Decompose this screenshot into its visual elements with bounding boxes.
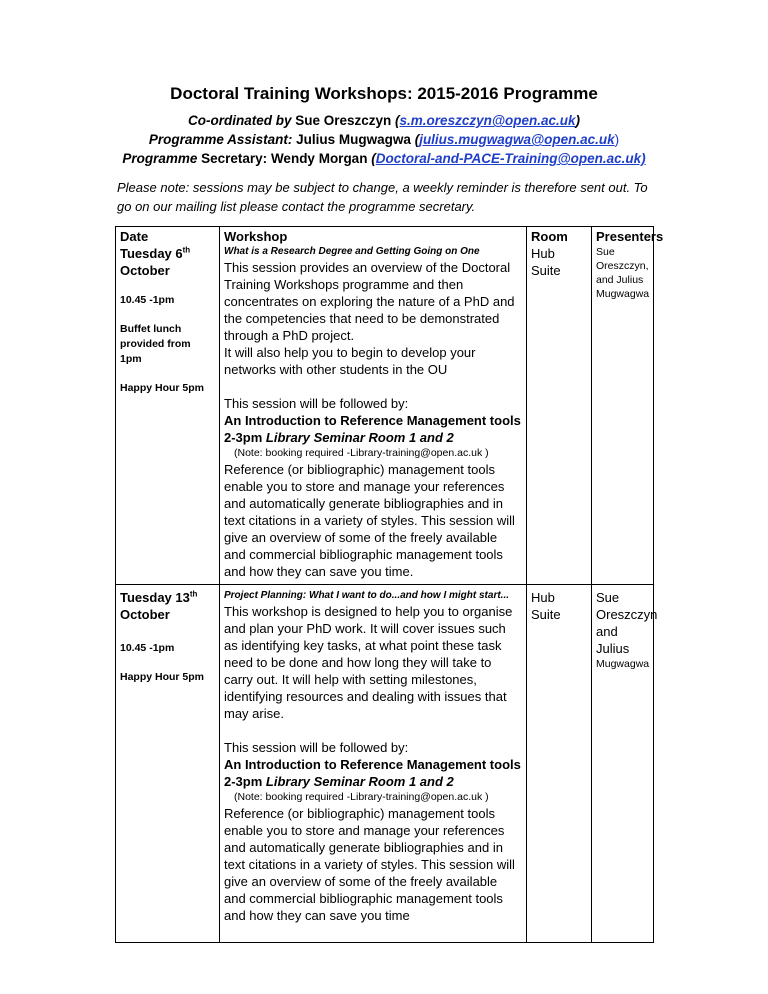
coordinator-line: Co-ordinated by Sue Oreszczyn (s.m.oreszczyn@open.ac.uk) — [187, 113, 581, 128]
follow-title: An Introduction to Reference Management tools — [224, 757, 521, 772]
header-date: Date — [116, 227, 220, 245]
workshop-title: What is a Research Degree and Getting Going on One — [224, 246, 480, 257]
session-time: 10.45 -1pm — [120, 294, 175, 306]
coordinator-email-link[interactable]: s.m.oreszczyn@open.ac.uk — [399, 113, 576, 128]
workshop-description: This workshop is designed to help you to organise and plan your PhD work. It will cover issues such as identifying key tasks, at what point these task need to be done and how long they will take to carry out. It will help with setting milestones, identifying resources and dealing with issues that may arise. — [224, 604, 513, 721]
document-title: Doctoral Training Workshops: 2015-2016 Programme — [170, 84, 598, 103]
room-cell — [527, 585, 592, 943]
session-happy-hour: Happy Hour 5pm — [120, 671, 205, 683]
secretary-email-link[interactable]: Doctoral-and-PACE-Training@open.ac.uk) — [375, 151, 646, 166]
assistant-line: Programme Assistant: Julius Mugwagwa (julius.mugwagwa@open.ac.uk) — [148, 132, 620, 147]
workshop-cell — [220, 244, 527, 585]
follow-time-place: 2-3pm Library Seminar Room 1 and 2 — [224, 774, 454, 789]
table-row — [116, 585, 654, 943]
follow-time-place: 2-3pm Library Seminar Room 1 and 2 — [224, 430, 454, 445]
workshop-title: Project Planning: What I want to do...and how I might start... — [224, 590, 509, 601]
workshop-description-extra: It will also help you to begin to develop your networks with other students in the OU — [224, 345, 476, 377]
follow-description: Reference (or bibliographic) management tools enable you to store and manage your references and automatically generate bibliographies and in text citations in a variety of styles. This session will give an overview of some of the freely available and commercial bibliographic management tools and how they can save you time. — [224, 462, 515, 579]
room-cell — [527, 244, 592, 585]
session-extra: Buffet lunch provided from 1pm — [120, 323, 191, 365]
session-date: Tuesday 13th October — [120, 589, 198, 622]
follow-title: An Introduction to Reference Management tools — [224, 413, 521, 428]
presenters-cell — [592, 244, 654, 585]
header-presenters: Presenters — [592, 227, 654, 245]
follow-intro: This session will be followed by: — [224, 740, 409, 755]
presenters-cell — [592, 585, 658, 943]
presenters-names-cont: Mugwagwa — [596, 658, 650, 670]
programme-table — [115, 226, 664, 943]
session-happy-hour: Happy Hour 5pm — [120, 382, 205, 394]
follow-intro: This session will be followed by: — [224, 396, 409, 411]
session-time: 10.45 -1pm — [120, 642, 175, 654]
room-name: Hub Suite — [531, 246, 561, 278]
date-cell — [116, 244, 220, 585]
follow-booking-note: (Note: booking required -Library-training@open.ac.uk ) — [234, 447, 489, 459]
date-cell — [116, 585, 220, 943]
follow-description: Reference (or bibliographic) management tools enable you to store and manage your references and automatically generate bibliographies and in text citations in a variety of styles. This session will give an overview of some of the freely available and commercial bibliographic management tools and how they can save you time — [224, 806, 515, 923]
header-room: Room — [527, 227, 592, 245]
session-date: Tuesday 6th October — [120, 245, 191, 278]
secretary-line: Programme Secretary: Wendy Morgan (Doctoral-and-PACE-Training@open.ac.uk) — [122, 151, 646, 166]
follow-booking-note: (Note: booking required -Library-training@open.ac.uk ) — [234, 791, 489, 803]
workshop-description: This session provides an overview of the Doctoral Training Workshops programme and then concentrates on exploring the nature of a PhD and the competencies that need to be demonstrated through a PhD project. — [224, 260, 515, 343]
presenters-names: Sue Oreszczyn, and Julius Mugwagwa — [596, 246, 650, 300]
table-header-row — [116, 227, 654, 245]
assistant-email-link[interactable]: julius.mugwagwa@open.ac.uk — [419, 132, 615, 147]
programme-note: Please note: sessions may be subject to change, a weekly reminder is therefore sent out. To go on our mailing list please contact the programme secretary. — [117, 180, 648, 214]
workshop-cell — [220, 585, 527, 943]
presenters-names: Sue Oreszczyn and Julius — [596, 590, 658, 656]
room-name: Hub Suite — [531, 590, 561, 622]
header-workshop: Workshop — [220, 227, 527, 245]
table-row — [116, 244, 654, 585]
